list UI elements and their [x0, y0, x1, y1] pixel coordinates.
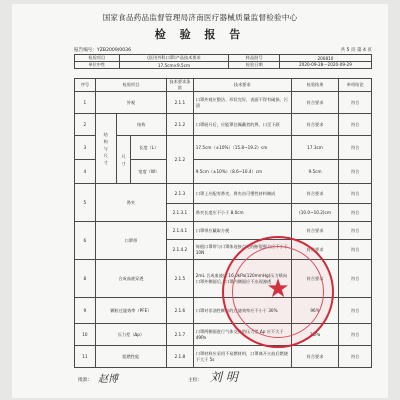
row-clause: 2.1.7 — [167, 324, 194, 346]
table-row — [75, 92, 372, 114]
col-header-no: 序号 — [75, 79, 96, 92]
row-clause: 2.1.5 — [167, 260, 194, 298]
table-row — [75, 222, 372, 240]
row-conclusion: 符合 — [339, 260, 372, 298]
meta-table — [74, 54, 372, 69]
row-conclusion: 符合 — [339, 240, 372, 260]
approved-label: 批准： — [78, 378, 93, 383]
row-conclusion: 符合 — [339, 204, 372, 222]
report-page — [12, 4, 388, 398]
inspector-label: 主检： — [188, 378, 203, 383]
row-no: 8 — [75, 260, 96, 298]
row-item: 颗粒过滤效率（PFE） — [95, 298, 166, 324]
col-header-result: 检验结果 — [291, 79, 339, 92]
row-no: 9 — [75, 298, 96, 324]
row-group-label: 结构与尺寸 — [95, 114, 116, 184]
row-no: 6 — [75, 222, 96, 260]
meta-unit-label: 单位中性 — [75, 62, 120, 69]
row-clause: 2.1.4.2 — [167, 240, 194, 260]
meta-unit-value: 17.5cm×9.5cm — [119, 62, 229, 69]
row-item: 阻燃性能 — [95, 346, 166, 368]
row-conclusion: 符合 — [339, 222, 372, 240]
row-requirement: 鼻夹长度应不小于 8.0cm — [193, 204, 291, 222]
row-no: 4 — [75, 160, 96, 184]
row-conclusion: 符合 — [339, 346, 372, 368]
row-no: 5 — [75, 184, 96, 222]
meta-batch-value: 200810 — [279, 55, 371, 62]
row-requirement: 口罩外观应整洁、形状完好，表面不得有破损、污渍 — [193, 92, 291, 114]
col-header-item: 检验项目 — [95, 79, 166, 92]
row-result: 符合要求 — [291, 222, 339, 240]
approved-signature: 赵博 — [98, 374, 118, 385]
official-seal — [222, 236, 334, 348]
row-no: 1 — [75, 92, 96, 114]
row-requirement: 17.5cm（±10%）（15.8~19.2）cm — [193, 136, 291, 160]
row-requirement: 口罩带应戴取方便 — [193, 222, 291, 240]
row-clause: 2.1.6 — [167, 298, 194, 324]
row-conclusion: 符合 — [339, 184, 372, 204]
row-result: 符合要求 — [291, 260, 339, 298]
row-conclusion: 符合 — [339, 324, 372, 346]
row-no: 10 — [75, 324, 96, 346]
row-result: 符合要求 — [291, 346, 339, 368]
row-item: 口罩带 — [95, 222, 166, 260]
col-header-requirement: 技术要求 — [193, 79, 291, 92]
row-conclusion: 符合 — [339, 160, 372, 184]
row-requirement: 口罩对非油性颗粒的过滤效率应不小于 30% — [193, 298, 291, 324]
row-item: 鼻夹 — [95, 184, 166, 222]
agency-name: 国家食品药品监督管理局济南医疗器械质量监督检验中心 — [102, 13, 298, 22]
row-item: 宽度（W） — [131, 160, 167, 184]
meta-batch-label: 样品批号 — [229, 55, 279, 62]
row-no: 3 — [75, 136, 96, 160]
row-conclusion: 符合 — [339, 114, 372, 136]
row-conclusion: 符合 — [339, 92, 372, 114]
row-no: 2 — [75, 114, 96, 136]
inspector-signature: 刘 明 — [210, 370, 238, 384]
seal-star-icon: ★ — [266, 274, 290, 304]
row-requirement: 每根口罩带与口罩体连接点处的断裂强力应不小于 10N — [193, 240, 291, 260]
row-result: 符合要求 — [291, 240, 339, 260]
row-requirement: 2mL 合成血液以 16.0kPa(120mmHg)压力喷向口罩外侧面后，口罩内侧面应不出现渗透 — [193, 260, 291, 298]
row-item: 外观 — [95, 92, 166, 114]
col-header-conclusion: 单项结论 — [339, 79, 372, 92]
row-clause: 2.1.1 — [167, 92, 194, 114]
row-clause: 2.1.2 — [167, 114, 194, 136]
row-clause: 2.1.3.1 — [167, 204, 194, 222]
meta-product-label: 检验项目 — [75, 55, 120, 62]
col-header-clause: 技术要求条款 — [167, 79, 194, 92]
report-number: 报告编号：YZB2009/0036 — [74, 48, 132, 53]
row-result: 31Pa — [291, 324, 339, 346]
row-requirement: 9.5cm（±10%）（8.6~10.4）cm — [193, 160, 291, 184]
row-result: 符合要求 — [291, 184, 339, 204]
row-item: 压力差（Δp） — [95, 324, 166, 346]
meta-date-value: 2020-09-28～2020-09-29 — [279, 62, 371, 69]
row-requirement: 口罩上应配有鼻夹，鼻夹由可塑性材料制成 — [193, 184, 291, 204]
row-clause: 2.1.3 — [167, 184, 194, 204]
table-row — [75, 184, 372, 204]
row-item: 合成血液穿透 — [95, 260, 166, 298]
table-row — [75, 324, 372, 346]
row-result: 符合要求 — [291, 114, 339, 136]
row-subgroup-label: 尺寸 — [116, 136, 131, 184]
meta-date-label: 检验日期 — [229, 62, 279, 69]
row-requirement: 口罩两侧面进行气体交换的压力差 Δp 应不大于 49Pa — [193, 324, 291, 346]
row-conclusion: 符合 — [339, 298, 372, 324]
row-item: 长度（L） — [131, 136, 167, 160]
row-result: 96% — [291, 298, 339, 324]
row-no: 11 — [75, 346, 96, 368]
meta-product-value: (医用外科口罩)产品技术要求 — [119, 55, 229, 62]
row-requirement: 口罩材料应采用不易燃材料，口罩离开火焰后燃烧不大于 5s — [193, 346, 291, 368]
table-row — [75, 114, 372, 136]
row-clause: 2.1.8 — [167, 346, 194, 368]
table-row — [75, 346, 372, 368]
report-title: 检 验 报 告 — [154, 28, 246, 41]
row-result: (10.0~10.2)cm — [291, 204, 339, 222]
page-number: 共 5 页 第 4 页 — [340, 48, 372, 53]
row-result: 17.3cm — [291, 136, 339, 160]
row-result: 9.5cm — [291, 160, 339, 184]
table-row — [75, 136, 372, 160]
row-clause: 2.1.4.1 — [167, 222, 194, 240]
row-conclusion: 符合 — [339, 136, 372, 160]
results-table — [74, 78, 372, 368]
row-requirement: 口罩展开后，应能罩住佩戴者的鼻、口至下颌 — [193, 114, 291, 136]
row-result: 符合要求 — [291, 92, 339, 114]
row-clause: 2.1.2 — [167, 136, 194, 184]
row-item: 结构 — [116, 114, 166, 136]
